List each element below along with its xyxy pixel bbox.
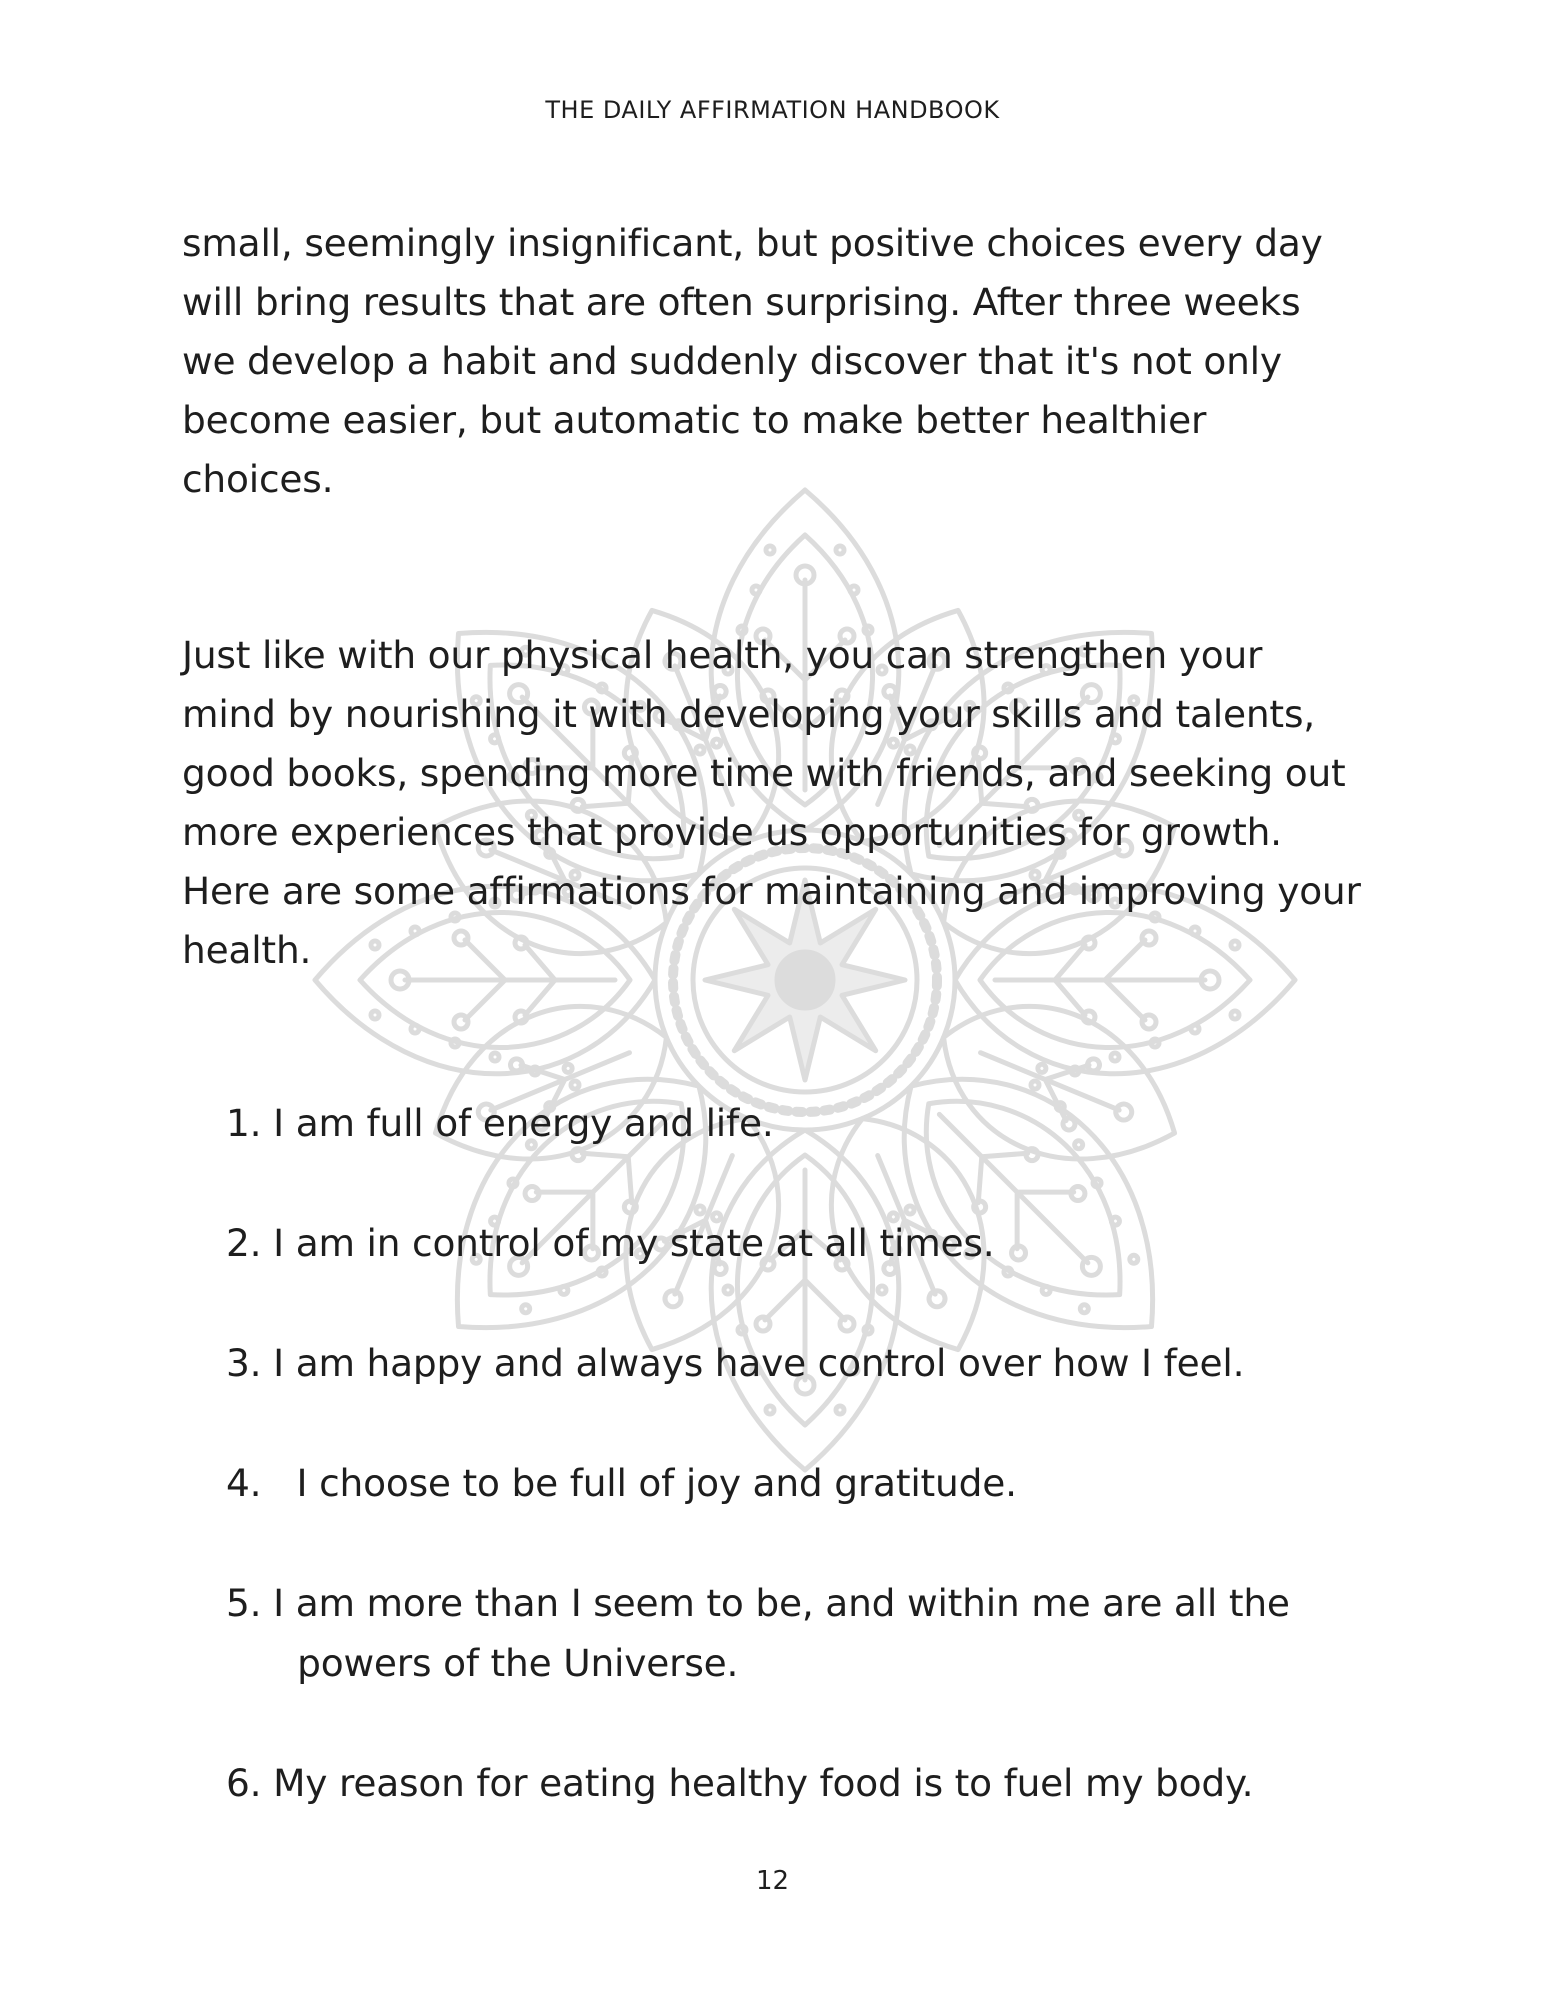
body-paragraph: small, seemingly insignificant, but positive choices every day will bring results that are often surprising. After three weeks we develop a habit and suddenly discover that it's not only become easier, but automatic to make better healthier choices. — [182, 221, 1323, 501]
list-item-text: My reason for eating healthy food is to fuel my body. — [273, 1761, 1254, 1805]
list-item — [226, 1453, 1362, 1513]
list-item-text — [273, 1573, 1362, 1693]
list-item-text: I am full of energy and life. — [273, 1101, 774, 1145]
list-item-text-line: I am more than I seem to be, and within me are all the — [273, 1581, 1290, 1625]
list-item-text: I choose to be full of joy and gratitude. — [296, 1461, 1017, 1505]
page-number: 12 — [755, 1866, 790, 1896]
list-item-number: 5. — [226, 1581, 274, 1625]
list-item — [226, 1333, 1362, 1393]
affirmation-list — [182, 1093, 1362, 1813]
list-item-text-continued: powers of the Universe. — [297, 1641, 739, 1685]
list-item-text: I am in control of my state at all times. — [273, 1221, 995, 1265]
list-item-number: 3. — [226, 1341, 274, 1385]
list-item-number: 6. — [226, 1761, 274, 1805]
page-content — [182, 214, 1362, 1813]
list-item — [226, 1573, 1362, 1693]
list-item-number: 2. — [226, 1221, 274, 1265]
list-item — [226, 1753, 1362, 1813]
list-item — [226, 1213, 1362, 1273]
list-item — [226, 1093, 1362, 1153]
list-item-text: I am happy and always have control over how I feel. — [273, 1341, 1245, 1385]
running-header: THE DAILY AFFIRMATION HANDBOOK — [545, 96, 1000, 124]
body-paragraph: Just like with our physical health, you can strengthen your mind by nourishing it with developing your skills and talents, good books, spending more time with friends, and seeking out more experiences that provide us opportunities for growth. Here are some affirmations for maintaining and improving your health. — [182, 633, 1361, 972]
list-item-number: 4. — [226, 1461, 297, 1505]
list-item-number: 1. — [226, 1101, 274, 1145]
